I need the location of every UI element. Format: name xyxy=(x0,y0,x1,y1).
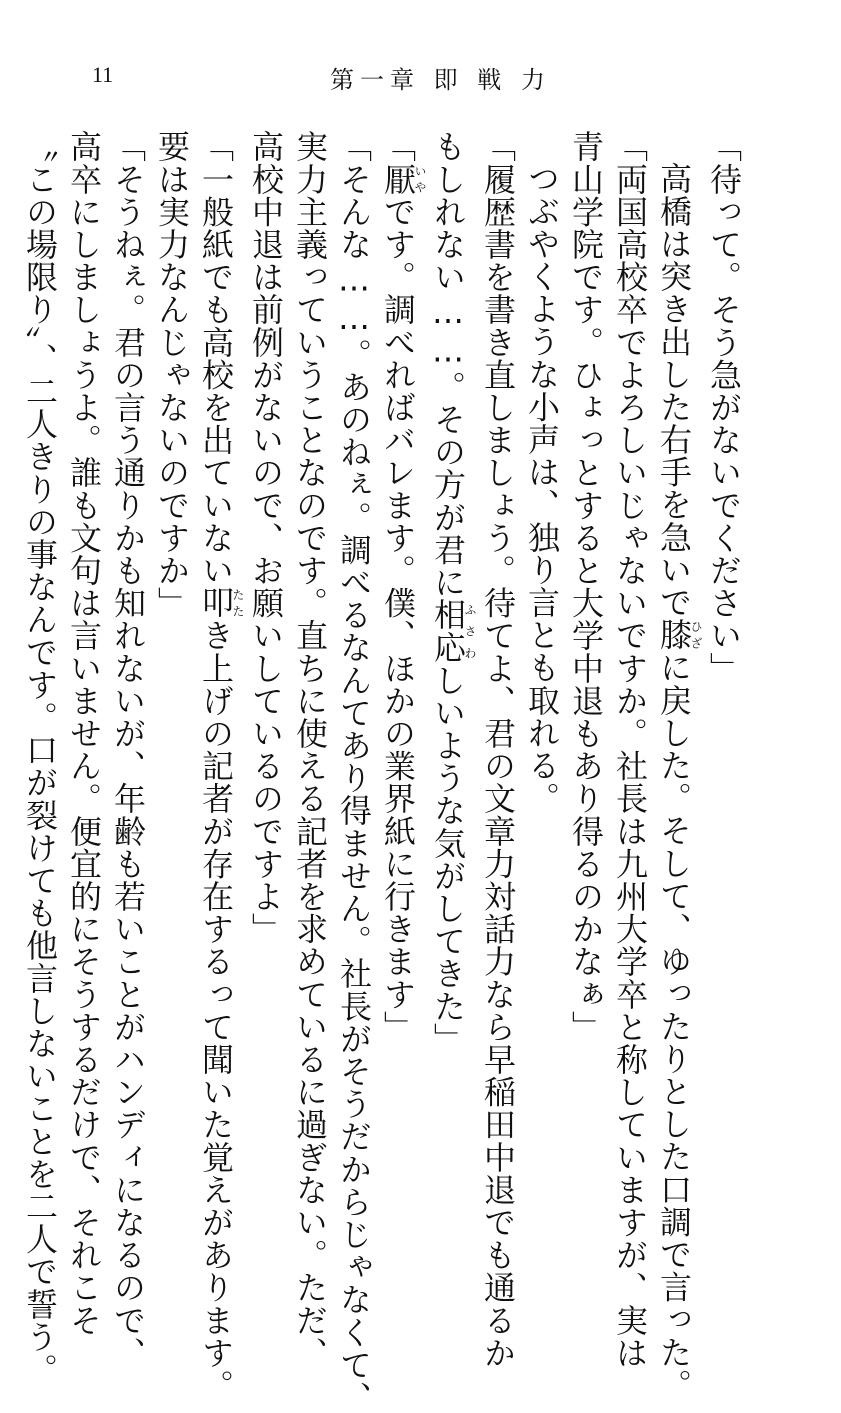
text-segment: 高橋は突き出した右手を急いで xyxy=(655,162,693,619)
text-line: 「両国高校卒でよろしいじゃないですか。社長は九州大学卒と称していますが、実は xyxy=(611,130,649,1369)
text-line: 「待って。そう急がないでください」 xyxy=(705,130,743,685)
text-line: 高卒にしましょうよ。誰も文句は言いません。便宜的にそうするだけで、それこそ xyxy=(65,130,103,1337)
ruby-reading: いや xyxy=(413,162,427,196)
body-text xyxy=(18,130,746,1413)
ruby-reading: ふさわ xyxy=(463,598,477,664)
text-segment: もしれない……。その方が君に xyxy=(429,130,467,599)
ruby-annotation: 厭いや xyxy=(379,162,427,196)
text-segment: 「一般紙でも高校を出ていない xyxy=(197,130,235,587)
text-segment: です。調べればバレます。僕、ほかの業界紙に行きます」 xyxy=(379,195,417,1043)
text-line xyxy=(652,130,703,1401)
ruby-annotation: 膝ひざ xyxy=(655,618,703,652)
text-segment: に戻した。そして、ゆったりとした口調で言った。 xyxy=(655,651,693,1401)
page-number: 11 xyxy=(92,62,114,87)
ruby-annotation: 叩たた xyxy=(197,586,245,620)
text-line xyxy=(426,130,476,1120)
running-head: 第一章 即 戦 力 xyxy=(330,66,551,94)
text-line: 「履歴書を書き直しましょう。待てよ、君の文章力対話力なら早稲田中退でも通るか xyxy=(479,130,517,1369)
ruby-reading: たた xyxy=(231,586,245,619)
text-segment: しいような気がしてきた」 xyxy=(429,663,467,1055)
text-segment: 高校中退は前例がないので、お願いしているのですよ」 xyxy=(247,130,285,945)
text-line: 実力主義っていうことなのです。直ちに使える記者を求めているに過ぎない。ただ、 xyxy=(291,130,329,1369)
text-line xyxy=(194,130,245,1402)
text-line: 青山学院です。ひょっとすると大学中退もあり得るのかなぁ」 xyxy=(567,130,605,1043)
text-line: 要は実力なんじゃないのですか」 xyxy=(153,130,191,619)
text-line: 「そうねぇ。君の言う通りかも知れないが、年齢も若いことがハンディになるので、 xyxy=(109,130,147,1369)
ruby-reading: ひざ xyxy=(689,618,703,651)
ruby-annotation: 相応ふさわ xyxy=(429,598,477,664)
text-segment: 「 xyxy=(379,130,417,163)
text-segment: き上げの記者が存在するって聞いた覚えがあります。 xyxy=(197,619,235,1402)
text-line: 〝この場限り〟、二人きりの事なんです。口が裂けても他言しないことを二人で誓う。 xyxy=(21,130,59,1386)
text-line xyxy=(244,130,288,1120)
text-line xyxy=(376,130,426,1120)
text-line: 「そんな……。あのねぇ。調べるなんてあり得ません。社長がそうだからじゃなくて、 xyxy=(335,130,373,1413)
text-line: つぶやくような小声は、独り言とも取れる。 xyxy=(523,162,561,814)
